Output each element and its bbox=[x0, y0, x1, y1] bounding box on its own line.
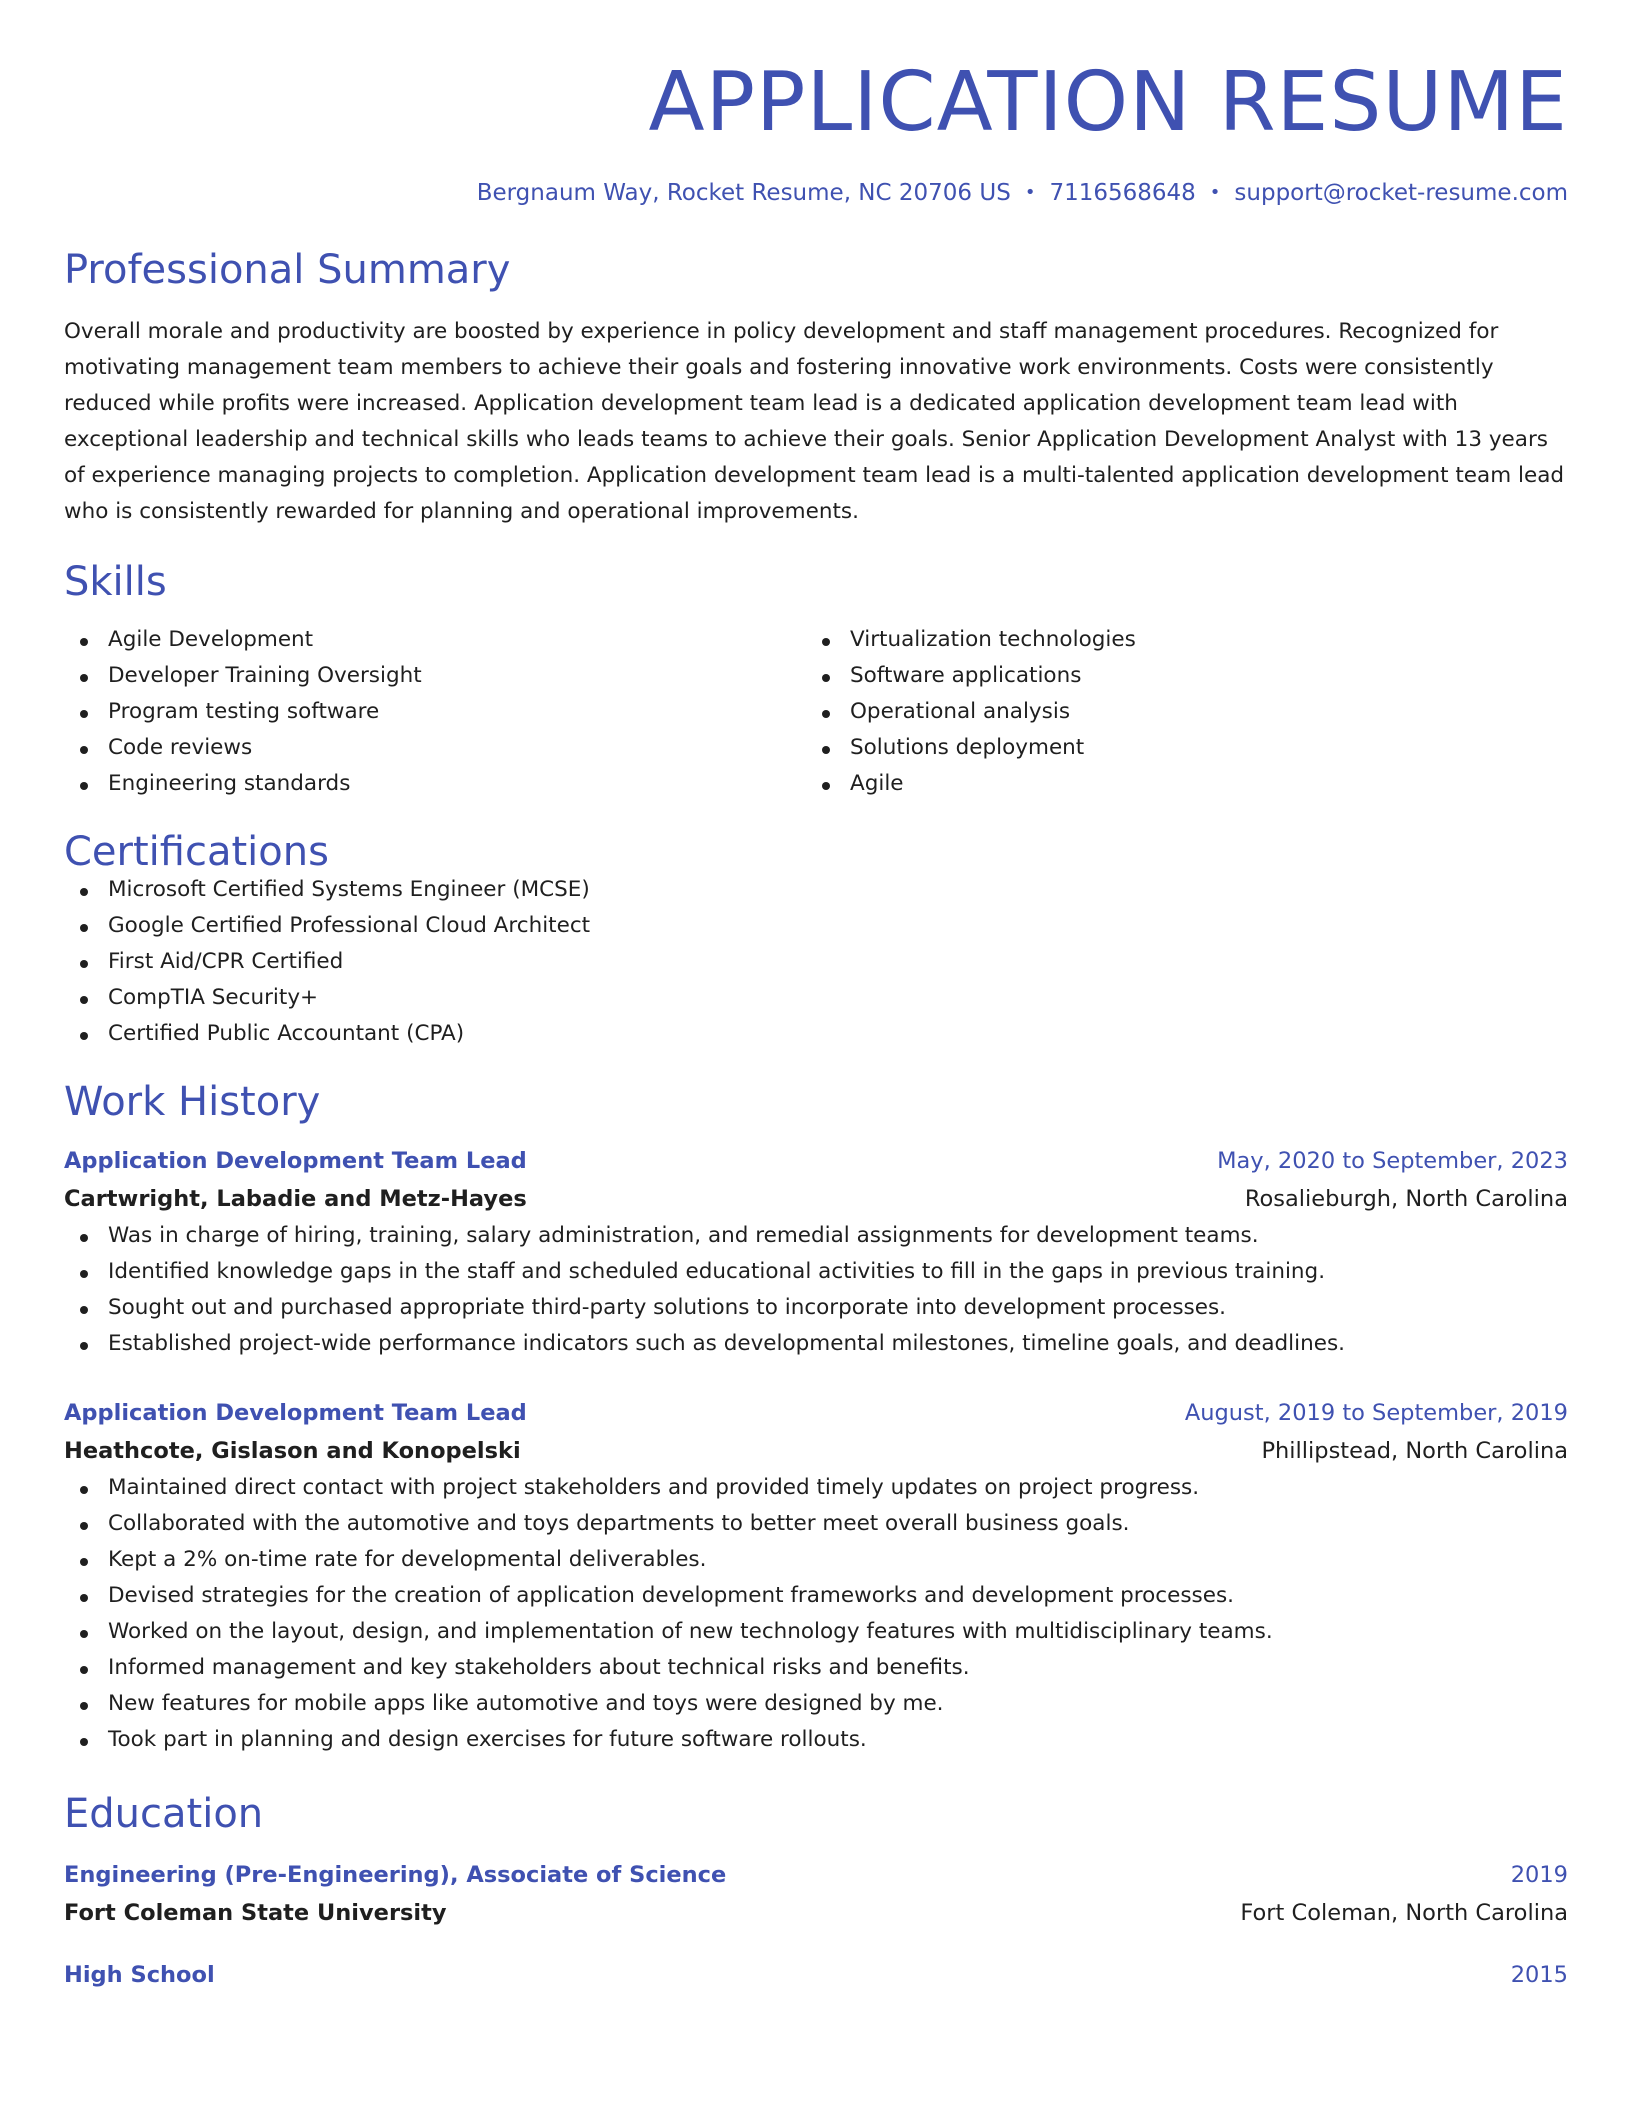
job-location: Rosalieburgh, North Carolina bbox=[1244, 1186, 1568, 1212]
skill-item: Program testing software bbox=[64, 694, 806, 730]
summary-text: Overall morale and productivity are boosted by experience in policy development and staff management procedures. Recognized for motivating management team members to achieve their goals and fostering innovative work environments. Costs were consistently reduced while profits were increased. Application development team lead is a dedicated application development team lead with exceptional leadership and technical skills who leads teams to achieve their goals. Senior Application Development Analyst with 13 years of experience managing projects to completion. Application development team lead is a multi-talented application development team lead who is consistently rewarded for planning and operational improvements. bbox=[64, 319, 1565, 524]
skill-item: Solutions deployment bbox=[806, 730, 1548, 766]
education-header-row bbox=[64, 1956, 1568, 1994]
certification-item: First Aid/CPR Certified bbox=[64, 944, 1568, 980]
skills-list bbox=[64, 622, 1568, 802]
duty-item: Informed management and key stakeholders about technical risks and benefits. bbox=[64, 1650, 1568, 1686]
job-entry bbox=[64, 1394, 1568, 1758]
certification-item: CompTIA Security+ bbox=[64, 980, 1568, 1016]
skill-item: Software applications bbox=[806, 658, 1548, 694]
skill-item: Agile bbox=[806, 766, 1548, 802]
duty-item: Was in charge of hiring, training, salary administration, and remedial assignments for development teams. bbox=[64, 1218, 1568, 1254]
education-school-row bbox=[64, 1894, 1568, 1932]
job-dates: August, 2019 to September, 2019 bbox=[1184, 1400, 1568, 1426]
contact-phone: 7116568648 bbox=[1049, 180, 1196, 206]
duty-item: Maintained direct contact with project stakeholders and provided timely updates on project progress. bbox=[64, 1470, 1568, 1506]
duty-item: Devised strategies for the creation of application development frameworks and development processes. bbox=[64, 1578, 1568, 1614]
duty-item: Worked on the layout, design, and implementation of new technology features with multidisciplinary teams. bbox=[64, 1614, 1568, 1650]
education-year: 2019 bbox=[1510, 1862, 1568, 1888]
job-employer: Heathcote, Gislason and Konopelski bbox=[64, 1438, 521, 1464]
skill-item: Operational analysis bbox=[806, 694, 1548, 730]
certification-item: Microsoft Certified Systems Engineer (MCSE) bbox=[64, 872, 1568, 908]
job-title: Application Development Team Lead bbox=[64, 1148, 527, 1174]
contact-email[interactable]: support@rocket-resume.com bbox=[1234, 180, 1568, 206]
education-entry bbox=[64, 1856, 1568, 1932]
duty-item: New features for mobile apps like automotive and toys were designed by me. bbox=[64, 1686, 1568, 1722]
resume-name: APPLICATION RESUME bbox=[648, 55, 1568, 150]
work-history-heading: Work History bbox=[64, 1079, 321, 1125]
job-employer-row bbox=[64, 1180, 1568, 1218]
skill-item: Code reviews bbox=[64, 730, 806, 766]
skills-heading: Skills bbox=[64, 559, 167, 605]
education-header-row bbox=[64, 1856, 1568, 1894]
education-year: 2015 bbox=[1510, 1962, 1568, 1988]
job-duties bbox=[64, 1218, 1568, 1362]
education-school: Fort Coleman State University bbox=[64, 1900, 447, 1926]
duty-item: Kept a 2% on-time rate for developmental deliverables. bbox=[64, 1542, 1568, 1578]
duty-item: Took part in planning and design exercises for future software rollouts. bbox=[64, 1722, 1568, 1758]
skill-item: Agile Development bbox=[64, 622, 806, 658]
job-location: Phillipstead, North Carolina bbox=[1261, 1438, 1568, 1464]
summary-heading: Professional Summary bbox=[64, 247, 511, 293]
duty-item: Collaborated with the automotive and toys departments to better meet overall business goals. bbox=[64, 1506, 1568, 1542]
education-entry bbox=[64, 1956, 1568, 1994]
job-duties bbox=[64, 1470, 1568, 1758]
skill-item: Virtualization technologies bbox=[806, 622, 1548, 658]
contact-separator: • bbox=[1024, 182, 1036, 203]
contact-line bbox=[64, 180, 1568, 206]
duty-item: Identified knowledge gaps in the staff and scheduled educational activities to fill in the gaps in previous training. bbox=[64, 1254, 1568, 1290]
job-employer: Cartwright, Labadie and Metz-Hayes bbox=[64, 1186, 527, 1212]
education-location: Fort Coleman, North Carolina bbox=[1240, 1900, 1568, 1926]
job-employer-row bbox=[64, 1432, 1568, 1470]
job-header-row bbox=[64, 1142, 1568, 1180]
resume-page bbox=[64, 0, 1568, 1994]
skill-item: Developer Training Oversight bbox=[64, 658, 806, 694]
certification-item: Certified Public Accountant (CPA) bbox=[64, 1016, 1568, 1052]
education-heading: Education bbox=[64, 1791, 264, 1837]
job-header-row bbox=[64, 1394, 1568, 1432]
education-degree: Engineering (Pre-Engineering), Associate of Science bbox=[64, 1862, 727, 1888]
contact-separator: • bbox=[1209, 182, 1221, 203]
skill-item: Engineering standards bbox=[64, 766, 806, 802]
contact-address: Bergnaum Way, Rocket Resume, NC 20706 US bbox=[476, 180, 1011, 206]
job-title: Application Development Team Lead bbox=[64, 1400, 527, 1426]
education-degree: High School bbox=[64, 1962, 215, 1988]
duty-item: Sought out and purchased appropriate third-party solutions to incorporate into development processes. bbox=[64, 1290, 1568, 1326]
job-dates: May, 2020 to September, 2023 bbox=[1217, 1148, 1568, 1174]
job-entry bbox=[64, 1142, 1568, 1362]
skills-column-right bbox=[806, 622, 1548, 802]
duty-item: Established project-wide performance indicators such as developmental milestones, timeline goals, and deadlines. bbox=[64, 1326, 1568, 1362]
certification-item: Google Certified Professional Cloud Architect bbox=[64, 908, 1568, 944]
certifications-list bbox=[64, 872, 1568, 1052]
skills-column-left bbox=[64, 622, 806, 802]
certifications-heading: Certifications bbox=[64, 829, 329, 875]
